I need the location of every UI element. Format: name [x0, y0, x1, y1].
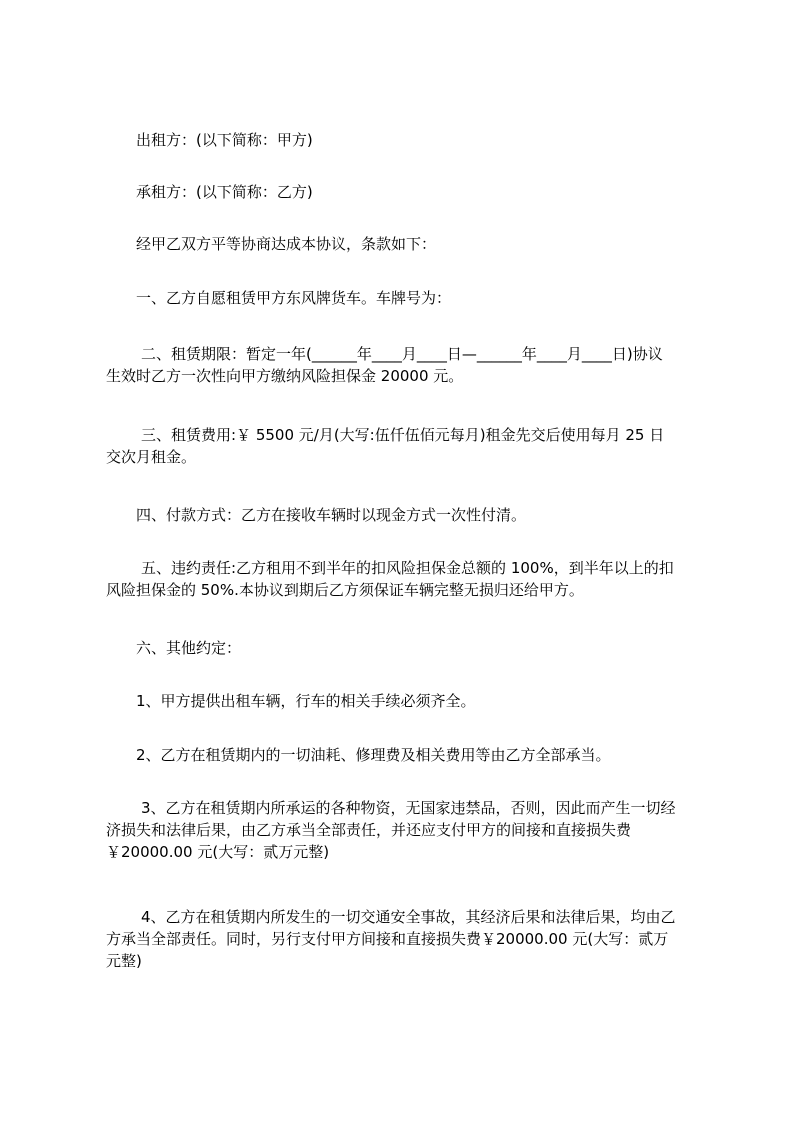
lessee-line [106, 181, 706, 203]
clause-6 [106, 637, 706, 659]
item-2 [106, 744, 706, 766]
item-3-line-2: 济损失和法律后果，由乙方承当全部责任，并还应支付甲方的间接和直接损失费 [106, 821, 632, 839]
item-4-line-2: 方承当全部责任。同时，另行支付甲方间接和直接损失费￥20000.00 元(大写：贰万 [106, 930, 669, 948]
clause-6-text: 六、其他约定： [136, 639, 242, 657]
clause-4-text: 四、付款方式：乙方在接收车辆时以现金方式一次性付清。 [136, 506, 527, 524]
clause-3 [106, 424, 706, 468]
clause-2-line-2: 生效时乙方一次性向甲方缴纳风险担保金 20000 元。 [106, 367, 464, 385]
clause-1 [106, 287, 706, 309]
clause-3-line-2: 交次月租金。 [106, 448, 197, 466]
item-3-line-3: ￥20000.00 元(大写：贰万元整) [106, 843, 330, 861]
clause-1-text: 一、乙方自愿租赁甲方东风牌货车。车牌号为： [136, 289, 452, 307]
clause-2 [106, 343, 706, 387]
lessee-text: 承租方：(以下简称：乙方) [136, 183, 313, 201]
clause-5-line-1: 五、违约责任:乙方租用不到半年的扣风险担保金总额的 100%，到半年以上的扣 [141, 559, 674, 577]
intro-line [106, 233, 706, 255]
item-1-text: 1、甲方提供出租车辆，行车的相关手续必须齐全。 [136, 692, 476, 710]
item-3-line-1: 3、乙方在租赁期内所承运的各种物资，无国家违禁品，否则，因此而产生一切经 [141, 799, 676, 817]
clause-5 [106, 557, 706, 601]
lessor-text: 出租方：(以下简称：甲方) [136, 131, 313, 149]
clause-2-line-1: 二、租赁期限：暂定一年(______年____月____日—______年____月____日)协议 [141, 345, 663, 363]
clause-5-line-2: 风险担保金的 50%.本协议到期后乙方须保证车辆完整无损归还给甲方。 [106, 581, 584, 599]
item-3 [106, 797, 706, 863]
clause-3-line-1: 三、租赁费用:￥ 5500 元/月(大写:伍仟伍佰元每月)租金先交后使用每月 25 日 [141, 426, 665, 444]
item-2-text: 2、乙方在租赁期内的一切油耗、修理费及相关费用等由乙方全部承当。 [136, 746, 611, 764]
item-1 [106, 690, 706, 712]
clause-4 [106, 504, 706, 526]
item-4-line-1: 4、乙方在租赁期内所发生的一切交通安全事故，其经济后果和法律后果，均由乙 [141, 908, 676, 926]
item-4 [106, 906, 706, 972]
intro-text: 经甲乙双方平等协商达成本协议，条款如下： [136, 235, 437, 253]
lessor-line [106, 129, 706, 151]
item-4-line-3: 元整) [106, 952, 142, 970]
